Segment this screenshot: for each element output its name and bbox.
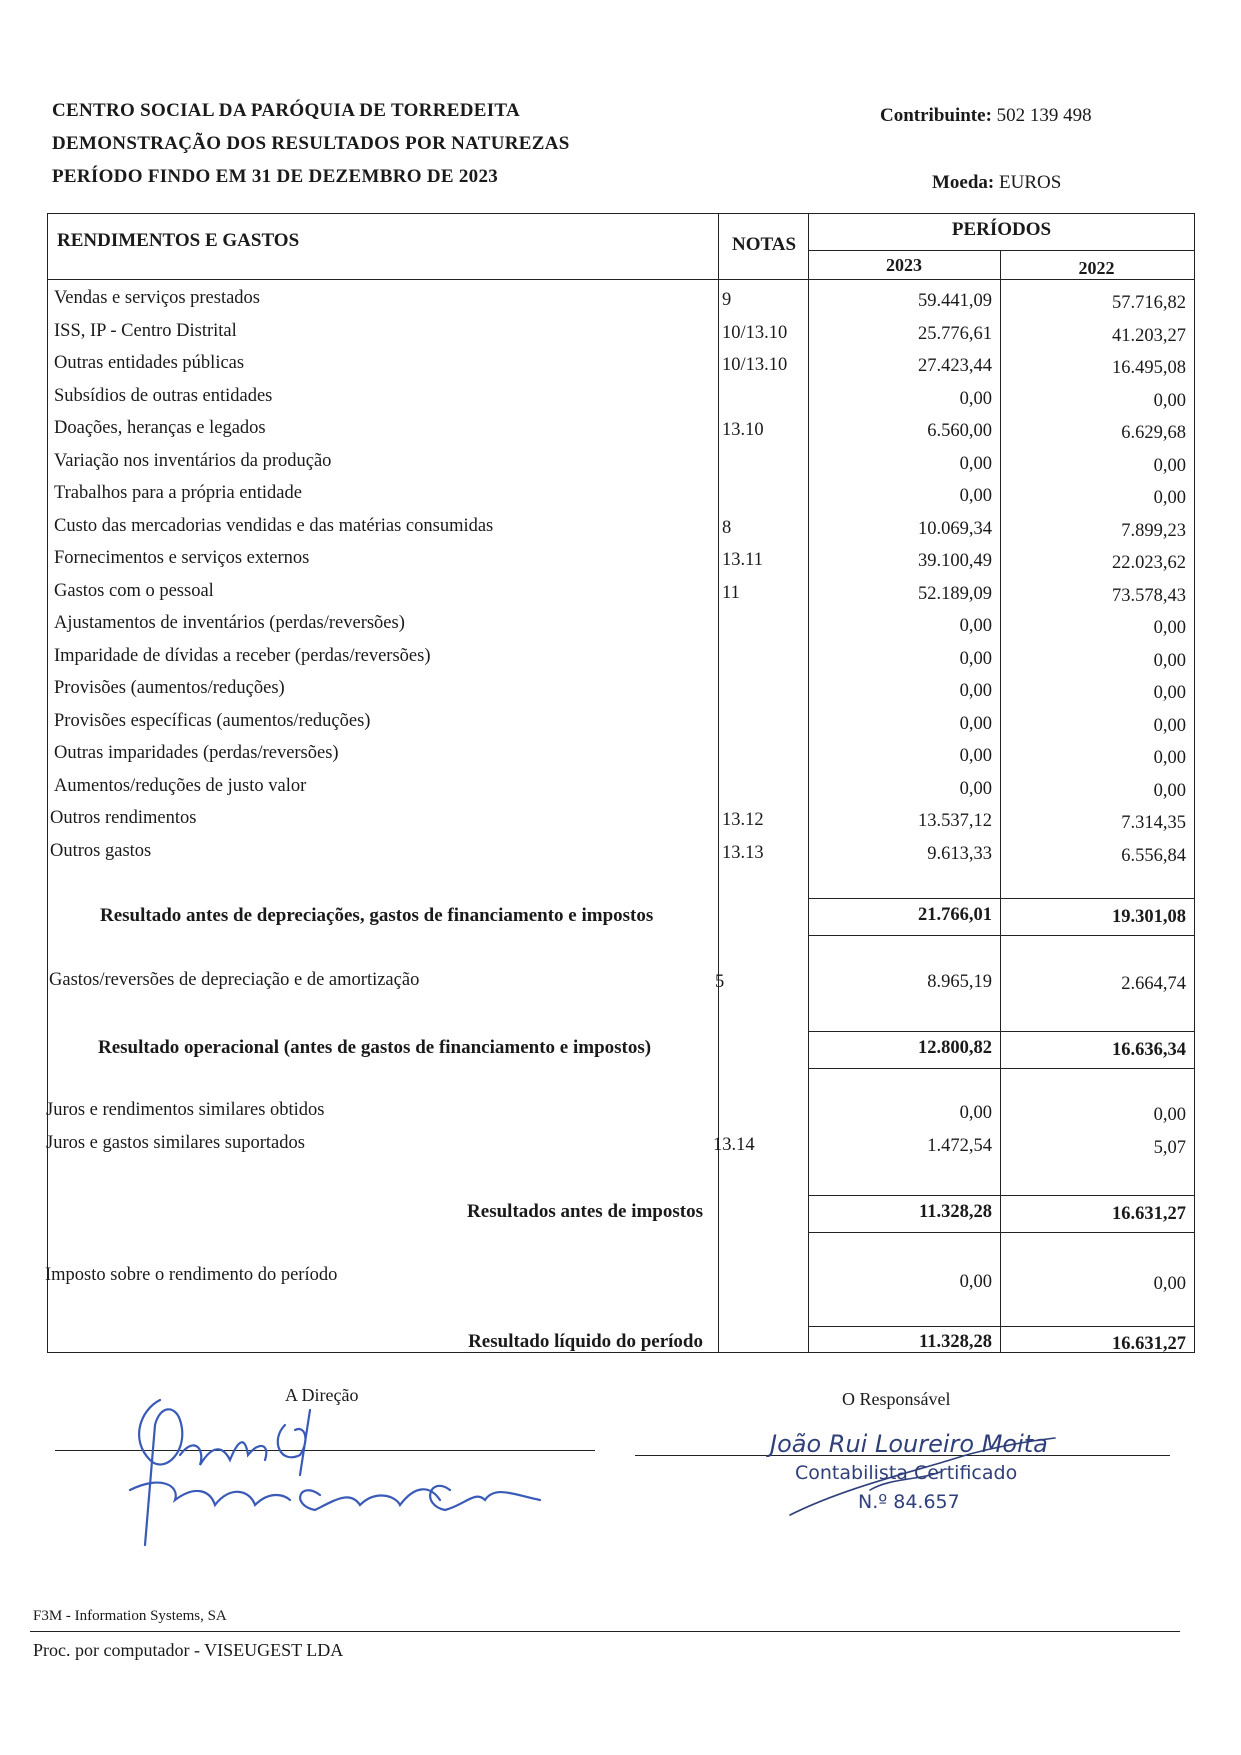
footer-line (30, 1631, 1180, 1632)
interest-expense-label: Juros e gastos similares suportados (46, 1133, 305, 1153)
row-label: Doações, heranças e legados (54, 418, 266, 438)
currency (932, 172, 1061, 194)
row-value-2023: 59.441,09 (918, 291, 992, 311)
row-value-2022: 0,00 (1153, 455, 1186, 476)
row-value-2023: 0,00 (959, 486, 992, 506)
row-value-2023: 27.423,44 (918, 356, 992, 376)
row-value-2023: 6.560,00 (927, 421, 992, 441)
pretax-2022: 16.631,27 (1112, 1204, 1186, 1224)
net-label: Resultado líquido do período (468, 1331, 703, 1352)
row-value-2023: 0,00 (959, 746, 992, 766)
row-note: 11 (722, 582, 740, 603)
depreciation-note: 5 (715, 972, 725, 992)
ebit-bottom-line (808, 1068, 1195, 1069)
row-value-2023: 25.776,61 (918, 323, 992, 344)
row-value-2023: 0,00 (959, 648, 992, 669)
row-note: 13.11 (722, 550, 763, 570)
ebitda-bottom-line (808, 935, 1195, 936)
net-2023: 11.328,28 (919, 1332, 992, 1352)
pretax-label: Resultados antes de impostos (467, 1201, 703, 1222)
row-value-2022: 41.203,27 (1112, 325, 1186, 346)
taxpayer (880, 105, 1092, 127)
row-value-2023: 0,00 (959, 453, 992, 474)
col-header-periods: PERÍODOS (951, 219, 1052, 240)
interest-income-2023: 0,00 (959, 1103, 992, 1123)
depreciation-label: Gastos/reversões de depreciação e de amortização (49, 970, 420, 990)
row-label: Gastos com o pessoal (54, 580, 214, 601)
interest-income-2022: 0,00 (1153, 1105, 1186, 1125)
row-value-2022: 73.578,43 (1112, 585, 1186, 606)
row-value-2023: 0,00 (959, 681, 992, 701)
row-value-2022: 6.556,84 (1121, 845, 1186, 866)
row-value-2022: 0,00 (1153, 683, 1186, 703)
row-value-2023: 0,00 (959, 713, 992, 734)
income-tax-2022: 0,00 (1153, 1274, 1186, 1294)
row-value-2022: 0,00 (1153, 390, 1186, 411)
income-tax-2023: 0,00 (959, 1272, 992, 1292)
row-note: 13.13 (722, 842, 764, 863)
row-label: Provisões (aumentos/reduções) (54, 678, 285, 698)
row-note: 10/13.10 (722, 355, 788, 375)
row-label: Provisões específicas (aumentos/reduções) (54, 710, 371, 731)
income-tax-label: Imposto sobre o rendimento do período (45, 1265, 338, 1285)
row-label: Variação nos inventários da produção (54, 450, 332, 471)
row-note: 10/13.10 (722, 322, 788, 343)
taxpayer-number: 502 139 498 (996, 105, 1092, 126)
row-value-2022: 6.629,68 (1121, 423, 1186, 443)
row-label: Imparidade de dívidas a receber (perdas/reversões) (54, 645, 431, 666)
col-header-2023: 2023 (886, 255, 922, 275)
row-value-2022: 57.716,82 (1112, 293, 1186, 313)
period-title: PERÍODO FINDO EM 31 DE DEZEMBRO DE 2023 (52, 166, 499, 187)
row-value-2023: 13.537,12 (918, 811, 992, 831)
responsible-title: Contabilista Certificado (795, 1462, 1018, 1484)
row-value-2022: 0,00 (1153, 715, 1186, 736)
row-label: Trabalhos para a própria entidade (54, 483, 302, 503)
row-value-2022: 0,00 (1153, 650, 1186, 671)
row-label: Fornecimentos e serviços externos (54, 548, 310, 568)
depreciation-2023: 8.965,19 (927, 972, 992, 992)
ebitda-top-line (808, 898, 1195, 899)
row-value-2022: 0,00 (1153, 618, 1186, 638)
interest-expense-2023: 1.472,54 (927, 1136, 992, 1156)
document-title: DEMONSTRAÇÃO DOS RESULTADOS POR NATUREZAS (52, 133, 570, 154)
interest-expense-note: 13.14 (713, 1135, 755, 1155)
responsible-label: O Responsável (842, 1389, 951, 1409)
row-label: ISS, IP - Centro Distrital (54, 320, 237, 341)
row-note: 9 (722, 290, 732, 310)
row-value-2023: 9.613,33 (927, 843, 992, 864)
row-label: Outras imparidades (perdas/reversões) (54, 743, 339, 763)
row-value-2023: 0,00 (959, 388, 992, 409)
row-label: Outras entidades públicas (54, 353, 245, 373)
ebit-label: Resultado operacional (antes de gastos de financiamento e impostos) (98, 1037, 652, 1058)
pretax-bottom-line (808, 1232, 1195, 1233)
row-value-2022: 16.495,08 (1112, 358, 1186, 378)
row-label: Outros rendimentos (50, 808, 197, 828)
row-value-2022: 22.023,62 (1112, 553, 1186, 573)
ebitda-2022: 19.301,08 (1112, 907, 1186, 927)
responsible-signature-icon (780, 1430, 1060, 1520)
pretax-top-line (808, 1195, 1195, 1196)
header-divider (47, 279, 1195, 280)
row-label: Custo das mercadorias vendidas e das matérias consumidas (54, 515, 494, 536)
currency-value: EUROS (999, 172, 1062, 193)
notes-col-left-divider (718, 213, 719, 1353)
row-label: Vendas e serviços prestados (54, 288, 261, 308)
board-signature-icon (120, 1380, 560, 1555)
col-header-label: RENDIMENTOS E GASTOS (57, 230, 300, 251)
row-value-2023: 39.100,49 (918, 551, 992, 571)
row-label: Ajustamentos de inventários (perdas/reversões) (54, 613, 405, 633)
row-value-2023: 0,00 (959, 778, 992, 799)
col-header-notes: NOTAS (731, 234, 797, 255)
ebit-2022: 16.636,34 (1112, 1040, 1186, 1060)
interest-expense-2022: 5,07 (1153, 1138, 1186, 1158)
row-note: 8 (722, 517, 732, 538)
row-value-2022: 0,00 (1153, 748, 1186, 768)
row-value-2023: 10.069,34 (918, 518, 992, 539)
responsible-name: João Rui Loureiro Moita (770, 1430, 1048, 1458)
row-note: 13.10 (722, 420, 764, 440)
ebit-top-line (808, 1031, 1195, 1032)
interest-income-label: Juros e rendimentos similares obtidos (46, 1100, 325, 1120)
row-note: 13.12 (722, 810, 764, 830)
row-value-2022: 0,00 (1153, 780, 1186, 801)
software-footer: F3M - Information Systems, SA (33, 1608, 227, 1624)
depreciation-2022: 2.664,74 (1121, 974, 1186, 994)
net-2022: 16.631,27 (1112, 1334, 1186, 1354)
col-header-2022: 2022 (1078, 258, 1115, 278)
responsible-number: N.º 84.657 (858, 1491, 960, 1513)
row-value-2022: 7.314,35 (1121, 813, 1186, 833)
taxpayer-label: Contribuinte: (880, 105, 992, 126)
row-value-2023: 52.189,09 (918, 583, 992, 604)
row-value-2022: 0,00 (1153, 488, 1186, 508)
board-label: A Direção (285, 1385, 359, 1405)
periods-divider (808, 250, 1195, 251)
entity-name: CENTRO SOCIAL DA PARÓQUIA DE TORREDEITA (52, 100, 520, 121)
net-top-line (808, 1326, 1195, 1327)
pretax-2023: 11.328,28 (919, 1202, 992, 1222)
processed-by-footer: Proc. por computador - VISEUGEST LDA (33, 1640, 344, 1660)
ebit-2023: 12.800,82 (918, 1038, 992, 1058)
row-label: Subsídios de outras entidades (54, 385, 273, 406)
currency-label: Moeda: (932, 172, 995, 193)
years-divider (1000, 250, 1001, 1353)
ebitda-2023: 21.766,01 (918, 905, 992, 925)
row-label: Aumentos/reduções de justo valor (54, 775, 307, 796)
row-value-2023: 0,00 (959, 616, 992, 636)
ebitda-label: Resultado antes de depreciações, gastos de financiamento e impostos (100, 905, 654, 926)
row-label: Outros gastos (50, 840, 152, 861)
row-value-2022: 7.899,23 (1121, 520, 1186, 541)
